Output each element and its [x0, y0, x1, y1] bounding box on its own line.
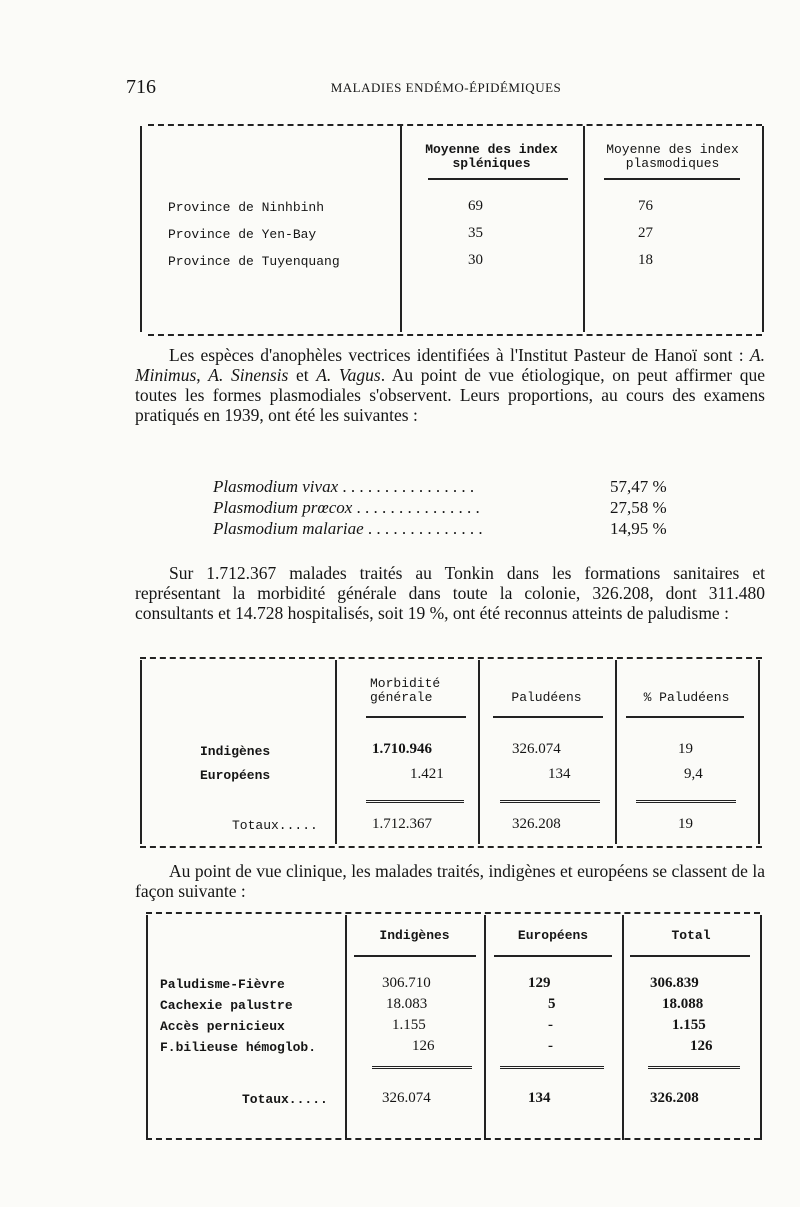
column-header: Total	[671, 928, 711, 943]
cell-value: 18	[638, 252, 653, 268]
total-value: 134	[528, 1090, 551, 1106]
column-header: Moyenne des index	[425, 142, 558, 157]
column-header: générale	[370, 690, 433, 705]
table-top-border	[140, 657, 762, 659]
table-right-border	[762, 126, 764, 332]
cell-value: 306.710	[382, 975, 431, 991]
cell-value: 1.710.946	[372, 741, 432, 757]
column-divider	[484, 915, 486, 1140]
page-number: 716	[126, 76, 156, 98]
column-header: plasmodiques	[625, 156, 720, 171]
cell-value: 30	[468, 252, 483, 268]
cell-value: 326.074	[512, 741, 561, 757]
table-bottom-border	[146, 1138, 760, 1140]
list-item: Plasmodium prœcox . . . . . . . . . . . . . . .	[213, 498, 480, 517]
cell-value: 1.155	[672, 1017, 706, 1033]
cell-value: 76	[638, 198, 653, 214]
cell-value: -	[548, 1038, 553, 1054]
total-value: 326.074	[382, 1090, 431, 1106]
column-header: Européens	[517, 928, 589, 943]
row-label: Accès pernicieux	[160, 1019, 285, 1034]
cell-value: 27	[638, 225, 653, 241]
list-item-value: 14,95 %	[610, 519, 667, 538]
list-item: Plasmodium vivax . . . . . . . . . . . . . . . .	[213, 477, 475, 496]
column-divider	[478, 660, 480, 844]
cell-value: 19	[678, 741, 693, 757]
total-value: 326.208	[512, 816, 561, 832]
running-title: MALADIES ENDÉMO-ÉPIDÉMIQUES	[330, 80, 562, 95]
cell-value: 9,4	[684, 766, 703, 782]
row-label: Indigènes	[200, 744, 271, 759]
paragraph-morbidity: Sur 1.712.367 malades traités au Tonkin dans les formations sanitaires et représentant la morbidité générale dans toute la colonie, 326.208, dont 311.480 consultants et 14.728 hospitalisés, soit 19 %, ont été reconnus atteints de paludisme :	[135, 563, 765, 623]
row-label: Province de Yen-Bay	[168, 227, 317, 242]
column-divider	[622, 915, 624, 1140]
header-underline	[630, 955, 750, 957]
table-left-border	[140, 660, 142, 844]
list-item-value: 57,47 %	[610, 477, 667, 496]
cell-value: -	[548, 1017, 553, 1033]
header-underline	[604, 178, 740, 180]
total-value: 1.712.367	[372, 816, 432, 832]
total-value: 326.208	[650, 1090, 699, 1106]
table-right-border	[760, 915, 762, 1140]
total-label: Totaux.....	[232, 818, 318, 833]
cell-value: 69	[468, 198, 483, 214]
table-left-border	[140, 126, 142, 332]
cell-value: 134	[548, 766, 571, 782]
total-value: 19	[678, 816, 693, 832]
column-header: spléniques	[452, 156, 531, 171]
column-divider	[615, 660, 617, 844]
cell-value: 1.155	[392, 1017, 426, 1033]
paragraph-clinical: Au point de vue clinique, les malades traités, indigènes et européens se classent de la façon suivante :	[135, 861, 765, 901]
table-bottom-border	[140, 846, 762, 848]
row-label: Cachexie palustre	[160, 998, 293, 1013]
table-bottom-border	[148, 334, 762, 336]
column-header: Paludéens	[511, 690, 582, 705]
cell-value: 306.839	[650, 975, 699, 991]
table-right-border	[758, 660, 760, 844]
total-separator	[500, 1066, 604, 1069]
header-underline	[626, 716, 744, 718]
header-underline	[366, 716, 466, 718]
page-header	[126, 76, 766, 100]
row-label: F.bilieuse hémoglob.	[160, 1040, 317, 1055]
total-separator	[636, 800, 736, 803]
table-left-border	[146, 915, 148, 1140]
column-header: Indigènes	[379, 928, 450, 943]
cell-value: 126	[412, 1038, 435, 1054]
total-separator	[372, 1066, 472, 1069]
table-top-border	[148, 124, 762, 126]
paragraph-anopheles: Les espèces d'anophèles vectrices identifiées à l'Institut Pasteur de Hanoï sont : A. Minimus, A. Sinensis et A. Vagus. Au point de vue étiologique, on peut affirmer que toutes les formes plasmodiales s'observent. Leurs proportions, au cours des examens pratiqués en 1939, ont été les suivantes :	[135, 345, 765, 425]
cell-value: 18.088	[662, 996, 704, 1012]
header-underline	[354, 955, 476, 957]
cell-value: 5	[548, 996, 556, 1012]
cell-value: 129	[528, 975, 551, 991]
header-underline	[428, 178, 568, 180]
row-label: Européens	[200, 768, 271, 783]
row-label: Province de Tuyenquang	[168, 254, 340, 269]
cell-value: 35	[468, 225, 483, 241]
column-header: Morbidité	[370, 676, 441, 691]
row-label: Paludisme-Fièvre	[160, 977, 285, 992]
cell-value: 18.083	[386, 996, 428, 1012]
column-divider	[335, 660, 337, 844]
row-label: Province de Ninhbinh	[168, 200, 325, 215]
column-header: % Paludéens	[643, 690, 730, 705]
table-top-border	[146, 912, 760, 914]
total-separator	[366, 800, 464, 803]
total-separator	[648, 1066, 740, 1069]
total-label: Totaux.....	[242, 1092, 328, 1107]
cell-value: 1.421	[410, 766, 444, 782]
column-divider	[345, 915, 347, 1140]
column-header: Moyenne des index	[606, 142, 739, 157]
header-underline	[493, 716, 603, 718]
header-underline	[494, 955, 612, 957]
total-separator	[500, 800, 600, 803]
list-item-value: 27,58 %	[610, 498, 667, 517]
list-item: Plasmodium malariae . . . . . . . . . . . . . .	[213, 519, 483, 538]
cell-value: 126	[690, 1038, 713, 1054]
